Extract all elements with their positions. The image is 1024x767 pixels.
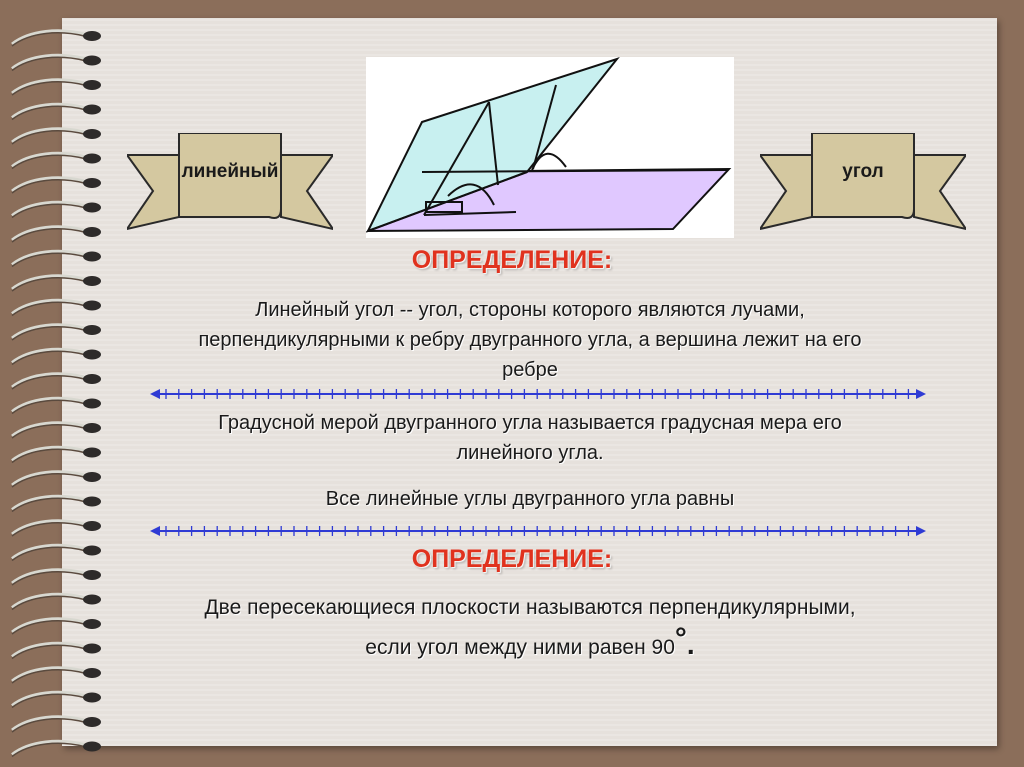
binding-hole [83,325,101,335]
binding-hole [83,619,101,629]
banner-left-label: линейный [181,161,279,182]
binding-hole [83,717,101,727]
binding-hole [83,350,101,360]
banner-right [760,133,966,231]
binding-hole [83,56,101,66]
binding-hole [83,448,101,458]
binding-hole [83,154,101,164]
binding-hole [83,423,101,433]
definition-line-1: Линейный угол -- угол, стороны которого являются лучами, [255,299,805,321]
binding-hole [83,129,101,139]
binding-hole [83,105,101,115]
measure-line-1: Градусной мерой двугранного угла называется градусная мера его [218,412,842,434]
binding-hole [83,203,101,213]
definition-heading-2: ОПРЕДЕЛЕНИЕ: [411,545,613,573]
degree-symbol: ° [674,622,687,655]
measure-line-2: линейного угла. [456,442,604,464]
perpendicular-line-1: Две пересекающиеся плоскости называются перпендикулярными, [204,596,856,619]
binding-hole [83,374,101,384]
binding-hole [83,301,101,311]
banner-left [127,133,333,231]
final-period: . [686,629,695,660]
dihedral-angle-diagram [366,57,734,238]
binding-hole [83,742,101,752]
banner-right-label: угол [842,161,884,182]
binding-hole [83,276,101,286]
binding-hole [83,693,101,703]
equality-statement: Все линейные углы двугранного угла равны [325,488,735,510]
definition-heading-1: ОПРЕДЕЛЕНИЕ: [411,246,613,274]
binding-hole [83,668,101,678]
binding-hole [83,472,101,482]
definition-line-3: ребре [502,359,558,381]
binding-hole [83,227,101,237]
ruler-divider-1 [150,387,926,401]
binding-hole [83,595,101,605]
definition-line-2: перпендикулярными к ребру двугранного угла, а вершина лежит на его [198,329,862,351]
perpendicular-line-2-text: если угол между ними равен 90 [365,636,675,659]
binding-hole [83,644,101,654]
ruler-divider-2 [150,524,926,538]
binding-hole [83,497,101,507]
binding-hole [83,178,101,188]
binding-hole [83,31,101,41]
binding-hole [83,399,101,409]
binding-hole [83,521,101,531]
binding-hole [83,80,101,90]
perpendicular-line-2 [100,622,960,663]
